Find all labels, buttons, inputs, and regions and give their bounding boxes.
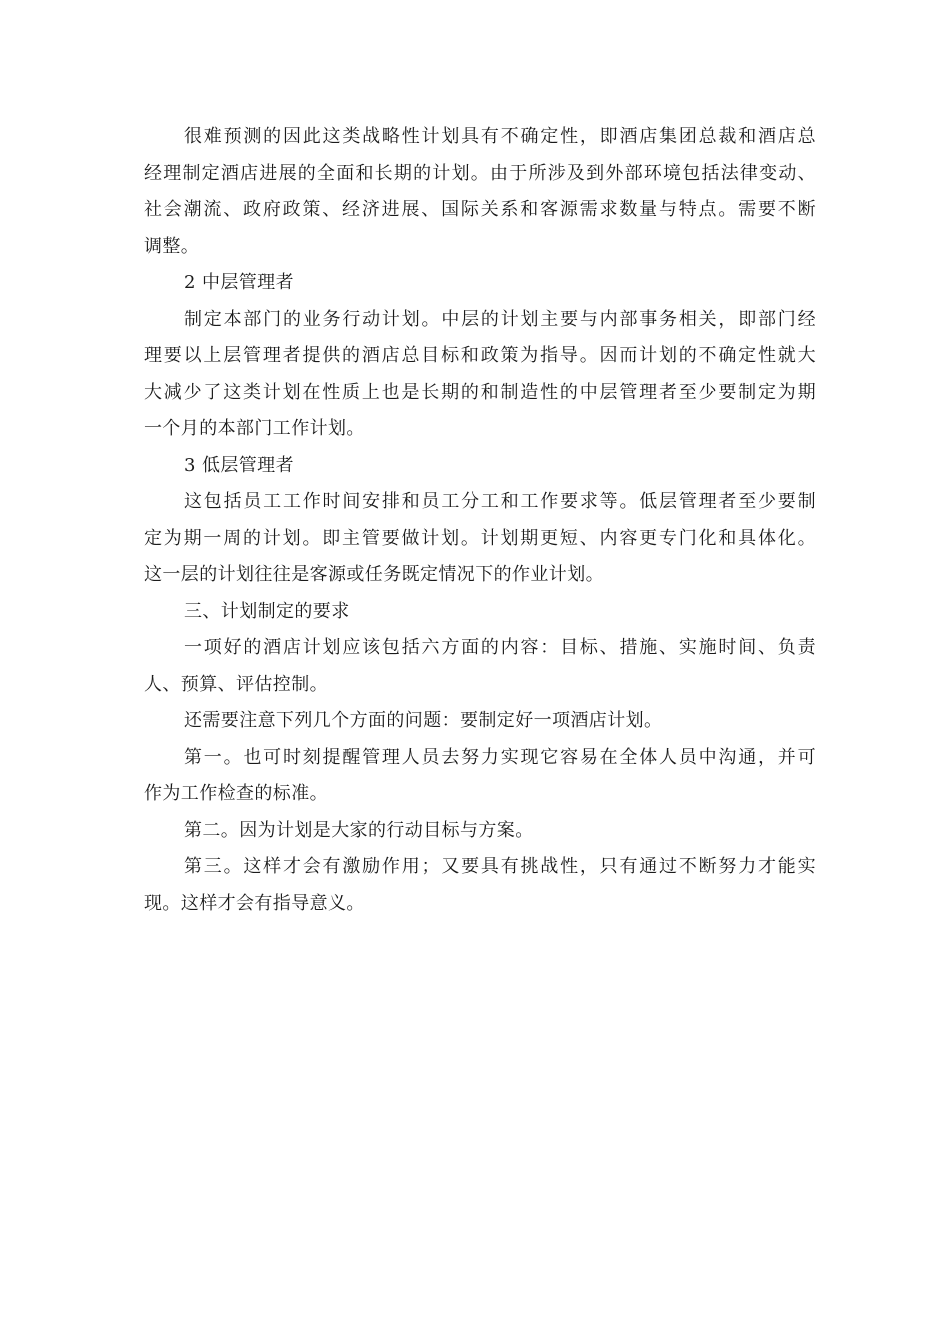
text-line: 一个月的本部门工作计划。 — [144, 418, 365, 439]
text-line: 很难预测的因此这类战略性计划具有不确定性，即酒店集团总裁和酒店总 — [184, 126, 816, 147]
text-line: 第二。因为计划是大家的行动目标与方案。 — [184, 819, 534, 841]
section-heading — [144, 448, 816, 485]
text-line: 社会潮流、政府政策、经济进展、国际关系和客源需求数量与特点。需要不断 — [144, 199, 816, 220]
text-line: 这包括员工工作时间安排和员工分工和工作要求等。低层管理者至少要制 — [184, 491, 816, 512]
text-line: 现。这样才会有指导意义。 — [144, 892, 365, 914]
paragraph — [144, 119, 816, 265]
text-line: 三、计划制定的要求 — [184, 600, 350, 622]
document-body — [144, 119, 816, 922]
paragraph — [144, 484, 816, 594]
text-line: 2 中层管理者 — [184, 272, 294, 293]
text-line: 第三。这样才会有激励作用；又要具有挑战性，只有通过不断努力才能实 — [184, 856, 816, 877]
paragraph — [144, 813, 816, 850]
text-line: 3 低层管理者 — [184, 454, 294, 476]
paragraph — [144, 703, 816, 740]
text-line: 制定本部门的业务行动计划。中层的计划主要与内部事务相关，即部门经 — [184, 308, 816, 330]
text-line: 经理制定酒店进展的全面和长期的计划。由于所涉及到外部环境包括法律变动、 — [144, 162, 816, 184]
text-line: 调整。 — [144, 235, 200, 257]
text-line: 还需要注意下列几个方面的问题：要制定好一项酒店计划。 — [184, 710, 663, 731]
section-heading — [144, 265, 816, 302]
paragraph — [144, 630, 816, 703]
text-line: 作为工作检查的标准。 — [144, 783, 328, 804]
text-line: 大减少了这类计划在性质上也是长期的和制造性的中层管理者至少要制定为期 — [144, 381, 816, 403]
text-line: 定为期一周的计划。即主管要做计划。计划期更短、内容更专门化和具体化。 — [144, 527, 816, 549]
section-heading — [144, 594, 816, 631]
text-line: 人、预算、评估控制。 — [144, 673, 328, 695]
paragraph — [144, 849, 816, 922]
paragraph — [144, 740, 816, 813]
paragraph — [144, 302, 816, 448]
text-line: 理要以上层管理者提供的酒店总目标和政策为指导。因而计划的不确定性就大 — [144, 345, 816, 366]
text-line: 这一层的计划往往是客源或任务既定情况下的作业计划。 — [144, 564, 604, 585]
text-line: 第一。也可时刻提醒管理人员去努力实现它容易在全体人员中沟通，并可 — [184, 746, 816, 768]
text-line: 一项好的酒店计划应该包括六方面的内容：目标、措施、实施时间、负责 — [184, 637, 816, 658]
